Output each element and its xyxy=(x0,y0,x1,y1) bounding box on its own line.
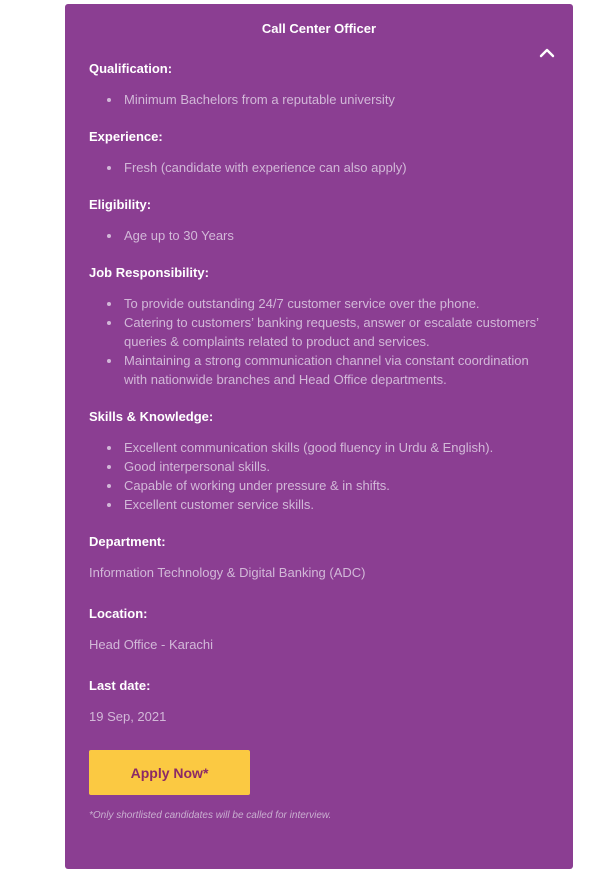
section-heading: Location: xyxy=(89,606,148,621)
section-heading: Qualification: xyxy=(89,61,173,76)
bullet-item: • Capable of working under pressure & in shifts. xyxy=(122,476,549,495)
bullet-item: • Good interpersonal skills. xyxy=(122,457,549,476)
bullet-item: • Fresh (candidate with experience can also apply) xyxy=(122,158,549,177)
department-value: Information Technology & Digital Banking (ADC) xyxy=(89,565,366,580)
bullet-item: • Catering to customers’ banking requests, answer or escalate customers’ queries & complaints related to product and services. xyxy=(122,313,549,351)
section-heading: Job Responsibility: xyxy=(89,265,209,280)
chevron-up-icon xyxy=(539,46,555,61)
section-heading: Department: xyxy=(89,534,166,549)
bullet-item: • To provide outstanding 24/7 customer service over the phone. xyxy=(122,294,549,313)
bullet-list xyxy=(89,90,549,109)
section-heading: Skills & Knowledge: xyxy=(89,409,214,424)
collapse-toggle-button[interactable] xyxy=(535,44,559,62)
bullet-list xyxy=(89,438,549,514)
section-experience xyxy=(89,129,549,177)
section-last-date xyxy=(89,678,549,724)
bullet-item: • Maintaining a strong communication channel via constant coordination with nationwide branches and Head Office departments. xyxy=(122,351,549,389)
section-heading: Experience: xyxy=(89,129,163,144)
section-job-responsibility xyxy=(89,265,549,389)
section-heading: Last date: xyxy=(89,678,151,693)
section-eligibility xyxy=(89,197,549,245)
section-qualification xyxy=(89,61,549,109)
bullet-item: • Age up to 30 Years xyxy=(122,226,549,245)
section-skills-knowledge xyxy=(89,409,549,514)
bullet-list xyxy=(89,226,549,245)
bullet-list xyxy=(89,294,549,389)
section-heading: Eligibility: xyxy=(89,197,152,212)
last-date-value: 19 Sep, 2021 xyxy=(89,709,167,724)
footnote: *Only shortlisted candidates will be called for interview. xyxy=(89,810,332,821)
apply-now-button[interactable]: Apply Now* xyxy=(89,750,250,795)
bullet-item: • Excellent communication skills (good fluency in Urdu & English). xyxy=(122,438,549,457)
section-department xyxy=(89,534,549,580)
job-title: Call Center Officer xyxy=(261,21,377,36)
bullet-item: • Excellent customer service skills. xyxy=(122,495,549,514)
section-location xyxy=(89,606,549,652)
bullet-item: • Minimum Bachelors from a reputable university xyxy=(122,90,549,109)
job-posting-card xyxy=(65,4,573,869)
bullet-list xyxy=(89,158,549,177)
location-value: Head Office - Karachi xyxy=(89,637,214,652)
